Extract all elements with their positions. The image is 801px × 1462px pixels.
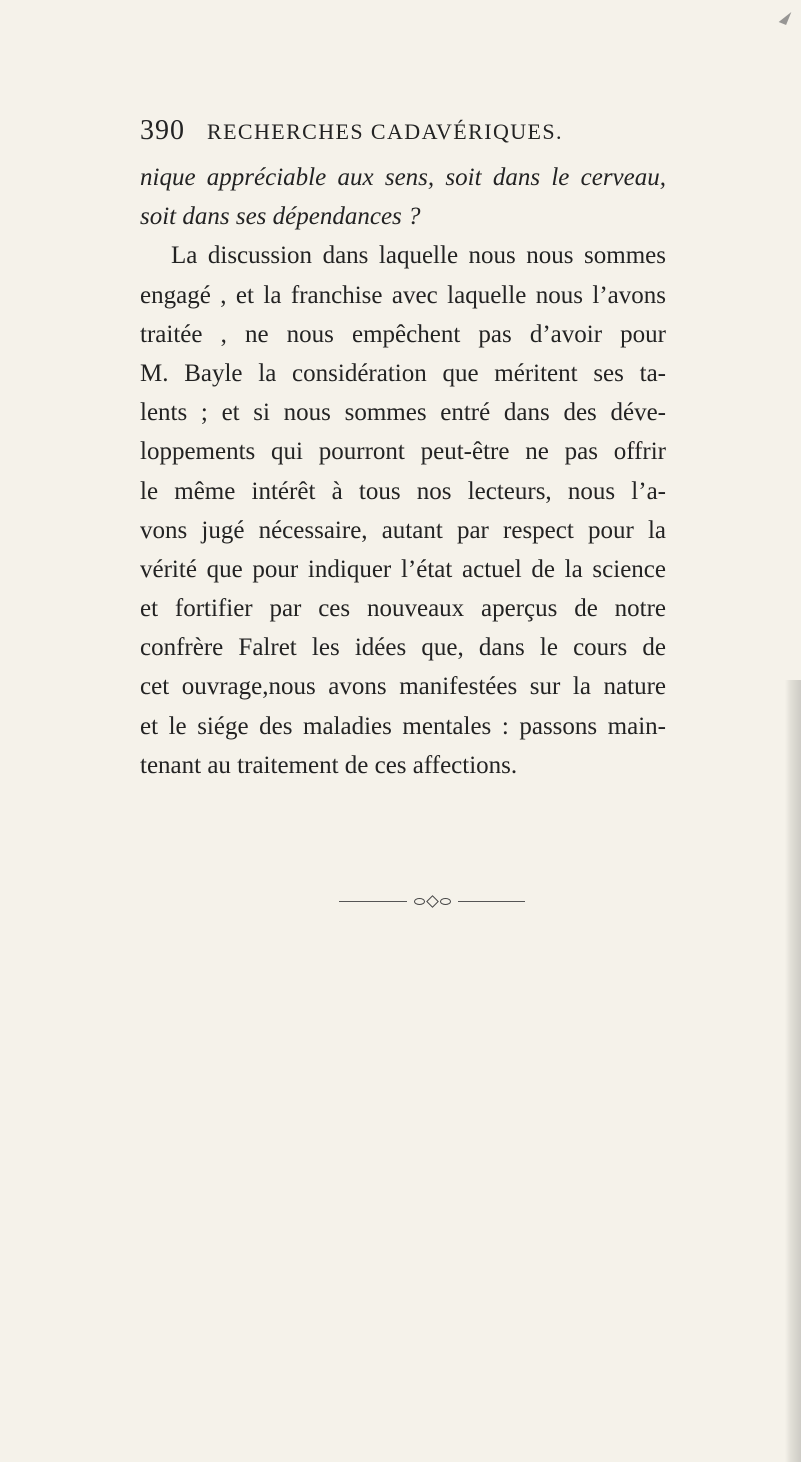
text-line: La discussion dans laquelle nous nous sommes <box>171 242 666 270</box>
text-line: traitée , ne nous empêchent pas d’avoir pour <box>140 320 666 348</box>
text-line: nique appréciable aux sens, soit dans le cerveau, <box>140 164 666 191</box>
page-number: 390 <box>140 115 185 146</box>
page-corner-mark-icon <box>779 9 792 25</box>
text-line: et le siége des maladies mentales : passons main- <box>140 712 666 740</box>
text-line: confrère Falret les idées que, dans le cours de <box>140 634 666 662</box>
text-line: vérité que pour indiquer l’état actuel de la science <box>140 555 666 583</box>
body-text <box>140 158 666 785</box>
text-line: soit dans ses dépendances ? <box>140 203 421 231</box>
running-head <box>140 117 660 151</box>
separator-oval-icon <box>440 898 451 905</box>
separator-line <box>339 901 407 902</box>
text-line: engagé , et la franchise avec laquelle nous l’avons <box>140 281 666 309</box>
page-edge-shadow <box>785 680 801 1462</box>
separator-diamond-icon <box>426 895 439 908</box>
separator-center-icon <box>414 897 451 906</box>
text-line: loppements qui pourront peut-être ne pas offrir <box>140 438 666 466</box>
text-line: M. Bayle la considération que méritent ses ta- <box>140 359 666 387</box>
text-line: le même intérêt à tous nos lecteurs, nous l’a- <box>140 477 666 505</box>
text-line: vons jugé nécessaire, autant par respect pour la <box>140 516 666 544</box>
decorative-separator-icon <box>339 894 525 908</box>
text-line: lents ; et si nous sommes entré dans des déve- <box>140 399 666 427</box>
running-title: RECHERCHES CADAVÉRIQUES. <box>207 119 563 144</box>
text-line: et fortifier par ces nouveaux aperçus de notre <box>140 595 666 623</box>
separator-oval-icon <box>414 898 425 905</box>
text-line: tenant au traitement de ces affections. <box>140 751 518 779</box>
separator-line <box>458 901 526 902</box>
text-line: cet ouvrage,nous avons manifestées sur la nature <box>140 673 666 701</box>
